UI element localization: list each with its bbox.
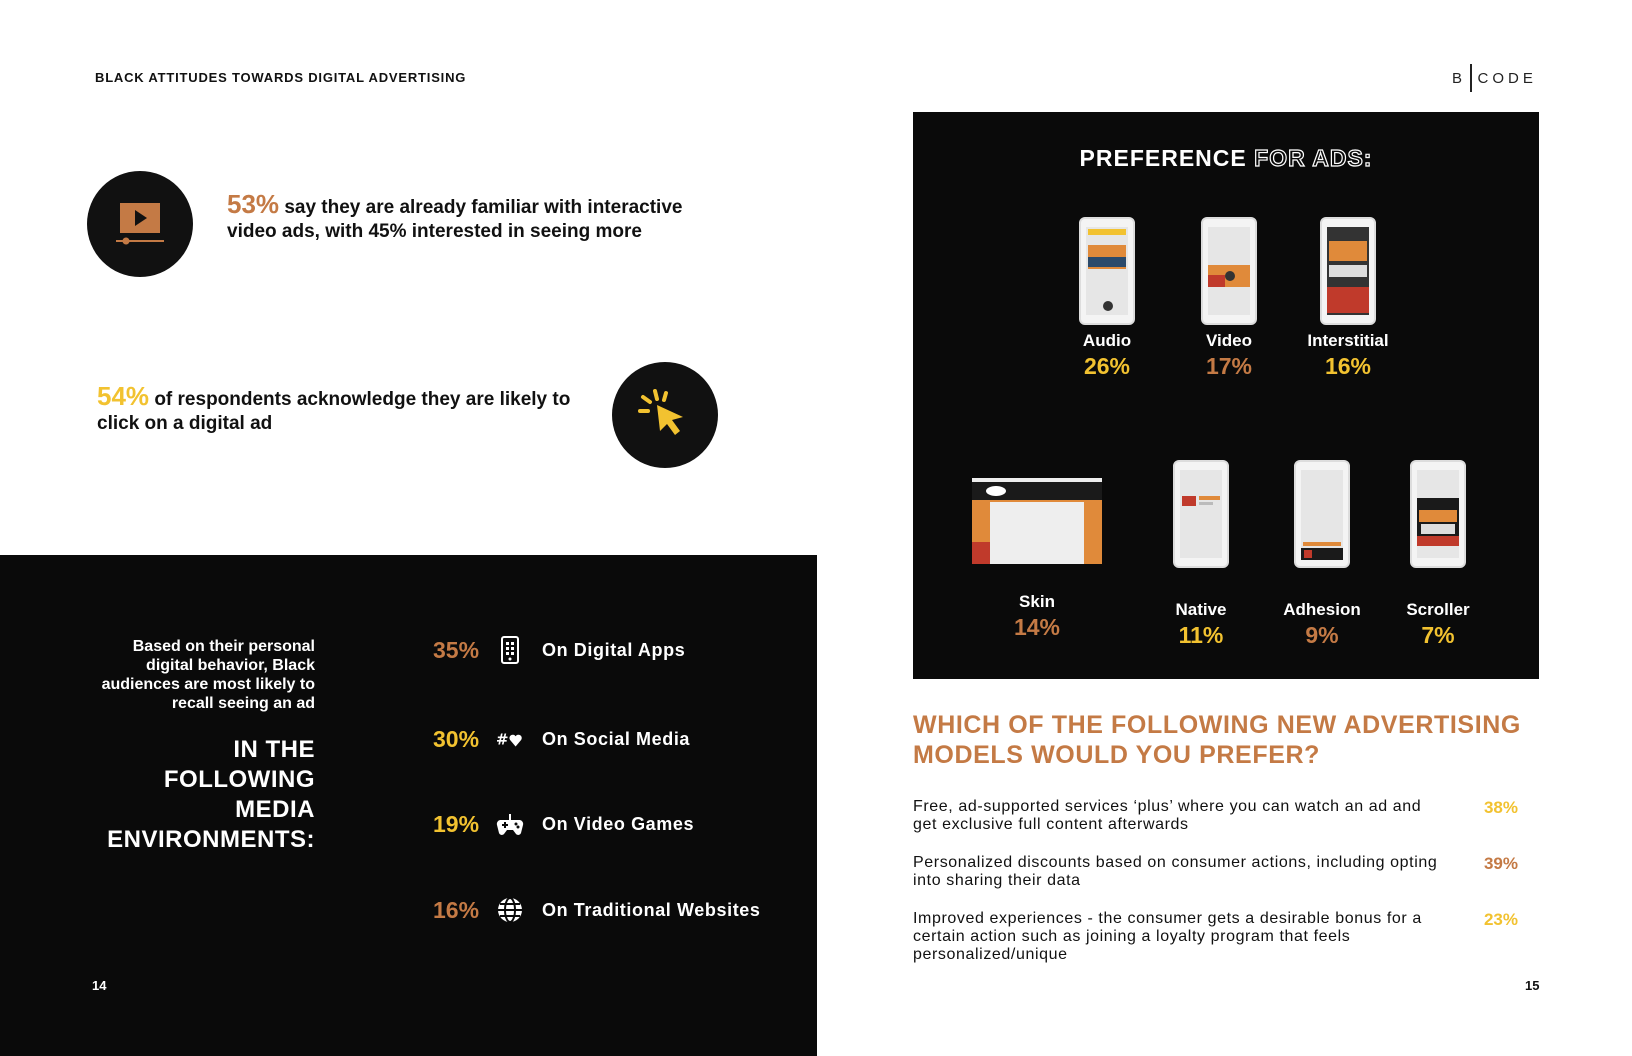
globe-icon — [496, 896, 524, 924]
ad-label: Video — [1206, 331, 1252, 350]
ad-pct: 16% — [1324, 353, 1372, 379]
environment-label: On Social Media — [542, 728, 691, 749]
page-number-right: 15 — [1525, 978, 1540, 993]
environment-pct: 19% — [433, 810, 480, 837]
report-title: BLACK ATTITUDES TOWARDS DIGITAL ADVERTISING — [95, 70, 467, 85]
environment-row-apps — [433, 636, 685, 664]
phone-audio-ad-icon — [1079, 217, 1135, 325]
model-text: Personalized discounts based on consumer actions, including opting into sharing their data — [913, 854, 1438, 889]
stat-pct: 53% — [227, 189, 280, 219]
stat-text: say they are already familiar with interactive video ads, with 45% interested in seeing more — [227, 197, 683, 242]
recall-heading-line: MEDIA — [235, 796, 315, 823]
stat-text: of respondents acknowledge they are likely to click on a digital ad — [97, 389, 571, 434]
model-item — [913, 798, 1553, 834]
ad-label: Adhesion — [1283, 600, 1361, 619]
stat-video-familiarity — [227, 189, 727, 244]
mobile-phone-icon — [496, 636, 524, 664]
ad-label: Native — [1175, 600, 1227, 619]
model-pct: 38% — [1483, 798, 1518, 817]
ad-pct: 17% — [1205, 353, 1253, 379]
environment-pct: 16% — [433, 896, 480, 923]
ad-format-native — [1141, 460, 1261, 649]
model-pct: 39% — [1483, 854, 1518, 873]
environment-pct: 30% — [433, 725, 480, 752]
page-number-left: 14 — [92, 978, 107, 993]
phone-interstitial-ad-icon — [1320, 217, 1376, 325]
environment-label: On Video Games — [542, 813, 695, 834]
recall-heading-line: IN THE — [233, 736, 315, 763]
logo-left: B — [1452, 69, 1467, 87]
phone-adhesion-ad-icon — [1294, 460, 1350, 568]
environment-row-social — [433, 725, 690, 753]
phone-native-ad-icon — [1173, 460, 1229, 568]
phone-video-ad-icon — [1201, 217, 1257, 325]
ad-format-audio — [1047, 217, 1167, 380]
bcode-logo — [1452, 64, 1537, 92]
recall-heading-line: ENVIRONMENTS: — [107, 826, 315, 853]
model-text: Improved experiences - the consumer gets a desirable bonus for a certain action such as joining a loyalty program that feels personalized/unique — [913, 910, 1422, 963]
models-question-title: WHICH OF THE FOLLOWING NEW ADVERTISING MODELS WOULD YOU PREFER? — [913, 711, 1521, 769]
ad-label: Audio — [1082, 331, 1132, 350]
recall-heading — [60, 735, 315, 855]
environment-row-games — [433, 810, 694, 838]
environment-row-websites — [433, 896, 761, 924]
preference-title — [913, 145, 1539, 172]
recall-intro-text: Based on their personal digital behavior, Black audiences are most likely to recall seeing an ad — [101, 638, 315, 712]
ad-format-skin — [970, 478, 1104, 641]
ad-label: Skin — [1019, 592, 1055, 611]
environment-pct: 35% — [433, 636, 480, 663]
environment-label: On Digital Apps — [542, 639, 686, 660]
preference-title-outline: FOR ADS: — [1254, 145, 1373, 171]
recall-heading-line: FOLLOWING — [163, 766, 315, 793]
desktop-skin-ad-icon — [972, 478, 1102, 564]
phone-scroller-ad-icon — [1410, 460, 1466, 568]
model-item — [913, 854, 1553, 890]
stat-pct: 54% — [97, 381, 150, 411]
svg-text:#: # — [496, 730, 509, 749]
hashtag-heart-icon — [496, 725, 524, 753]
environment-label: On Traditional Websites — [542, 899, 761, 920]
ad-format-scroller — [1378, 460, 1498, 649]
logo-divider — [1470, 64, 1472, 92]
ad-pct: 11% — [1178, 622, 1224, 648]
logo-right: CODE — [1477, 69, 1537, 87]
ad-label: Scroller — [1406, 600, 1470, 619]
gamepad-icon — [496, 810, 524, 838]
model-item — [913, 910, 1553, 964]
preference-title-bold: PREFERENCE — [1079, 145, 1247, 171]
ad-pct: 26% — [1083, 353, 1131, 379]
stat-click-likelihood — [97, 381, 577, 436]
video-play-icon — [87, 171, 193, 277]
ad-pct: 14% — [1013, 614, 1061, 640]
cursor-click-icon — [612, 362, 718, 468]
ad-format-interstitial — [1288, 217, 1408, 380]
ad-format-adhesion — [1262, 460, 1382, 649]
ad-label: Interstitial — [1307, 331, 1389, 350]
model-text: Free, ad-supported services ‘plus’ where you can watch an ad and get exclusive full content afterwards — [913, 798, 1422, 833]
ad-pct: 9% — [1305, 622, 1339, 648]
model-pct: 23% — [1483, 910, 1518, 929]
ad-pct: 7% — [1421, 622, 1455, 648]
ad-format-video — [1169, 217, 1289, 380]
